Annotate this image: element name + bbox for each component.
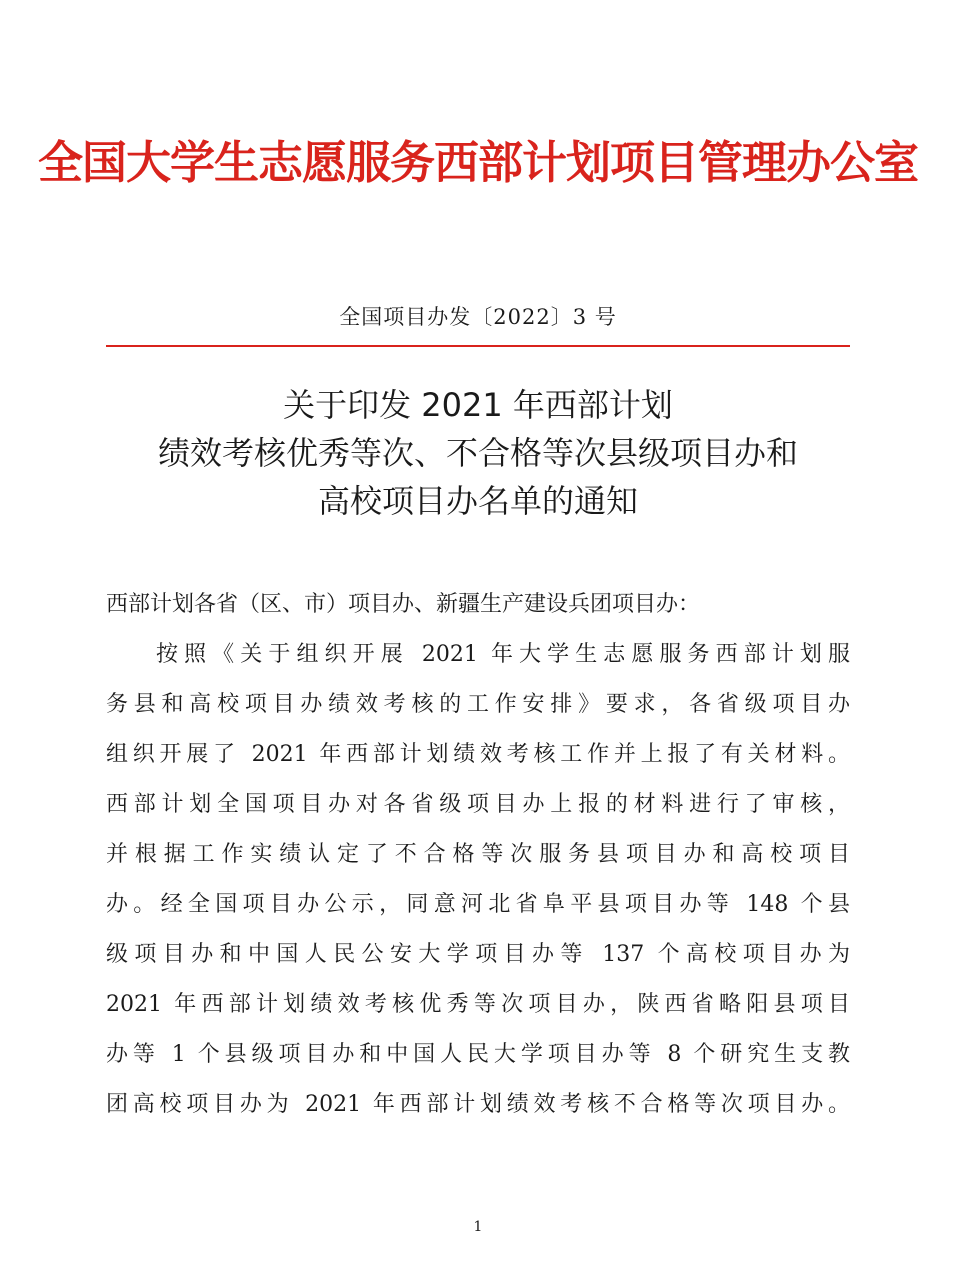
notice-body <box>106 580 850 1130</box>
body-line: 级项目办和中国人民公安大学项目办等 137 个高校项目办为 <box>106 942 850 967</box>
document-number: 全国项目办发〔2022〕3 号 <box>339 305 617 329</box>
body-line: 2021 年西部计划绩效考核优秀等次项目办，陕西省略阳县项目 <box>106 992 850 1017</box>
page-number: 1 <box>473 1219 483 1235</box>
body-line: 组织开展了 2021 年西部计划绩效考核工作并上报了有关材料。 <box>106 742 850 767</box>
body-line: 按照《关于组织开展 2021 年大学生志愿服务西部计划服 <box>156 642 850 667</box>
red-divider-rule <box>106 345 850 347</box>
notice-title-line-1: 关于印发 2021 年西部计划 <box>283 386 673 424</box>
salutation: 西部计划各省（区、市）项目办、新疆生产建设兵团项目办： <box>106 592 701 617</box>
body-line: 团高校项目办为 2021 年西部计划绩效考核不合格等次项目办。 <box>106 1092 850 1117</box>
body-line: 务县和高校项目办绩效考核的工作安排》要求，各省级项目办 <box>106 692 850 717</box>
notice-title-line-2: 绩效考核优秀等次、不合格等次县级项目办和 <box>157 434 798 472</box>
body-line: 办等 1 个县级项目办和中国人民大学项目办等 8 个研究生支教 <box>106 1042 850 1067</box>
body-line: 西部计划全国项目办对各省级项目办上报的材料进行了审核， <box>106 792 850 817</box>
notice-title-line-3: 高校项目办名单的通知 <box>317 482 638 520</box>
notice-title <box>0 381 956 525</box>
office-header-title: 全国大学生志愿服务西部计划项目管理办公室 <box>37 136 918 189</box>
body-line: 办。经全国项目办公示，同意河北省阜平县项目办等 148 个县 <box>106 892 850 917</box>
body-line: 并根据工作实绩认定了不合格等次服务县项目办和高校项目 <box>106 842 850 867</box>
